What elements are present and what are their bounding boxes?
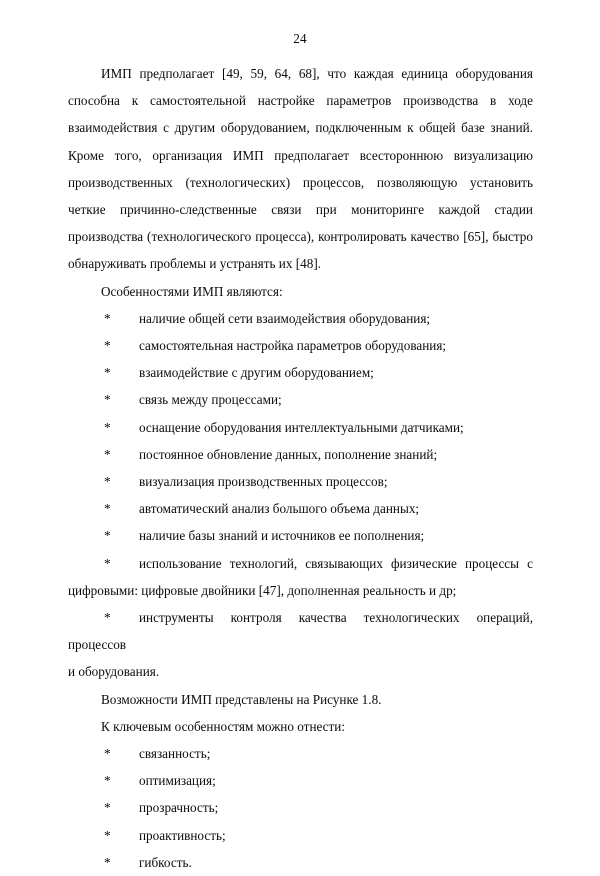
asterisk-bullet-icon: * — [104, 827, 111, 843]
list-item-text: оптимизация; — [139, 773, 216, 789]
list-item-text: использование технологий, связывающих физические процессы с цифровыми: цифровые двойники [47], дополненная реальность и др; — [68, 555, 533, 598]
asterisk-bullet-icon: * — [104, 310, 111, 326]
paragraph-closing-equipment: и оборудования. — [68, 664, 160, 680]
list-item-text: постоянное обновление данных, пополнение знаний; — [139, 446, 438, 462]
list-item-text: гибкость. — [139, 854, 192, 870]
list-item — [68, 305, 533, 332]
asterisk-bullet-icon: * — [104, 474, 111, 490]
asterisk-bullet-icon: * — [104, 419, 111, 435]
list-item-text: самостоятельная настройка параметров оборудования; — [139, 338, 447, 354]
list-item — [68, 604, 533, 658]
asterisk-bullet-icon: * — [104, 392, 111, 408]
list-item-text: наличие базы знаний и источников ее пополнения; — [139, 528, 425, 544]
paragraph-intro: ИМП предполагает [49, 59, 64, 68], что каждая единица оборудования способна к самостоятельной настройке параметров производства в ходе взаимодействия с другим оборудованием, подключенным к общей базе знаний. Кроме того, организация ИМП предполагает всестороннюю визуализацию производственных (технологических) процессов, позволяющую установить четкие причинно-следственные связи при мониторинге каждой стадии производства (технологического процесса), контролировать качество [65], быстро обнаруживать проблемы и устранять их [48]. — [68, 66, 533, 272]
list-item — [68, 849, 533, 876]
asterisk-bullet-icon: * — [104, 446, 111, 462]
list-item-text: взаимодействие с другим оборудованием; — [139, 365, 374, 381]
list-item — [68, 822, 533, 849]
list-item — [68, 495, 533, 522]
list-item — [68, 414, 533, 441]
list-item-text: автоматический анализ большого объема данных; — [139, 501, 420, 517]
list-item — [68, 359, 533, 386]
asterisk-bullet-icon: * — [104, 338, 111, 354]
list-item-text: прозрачность; — [139, 800, 219, 816]
list-item — [68, 550, 533, 604]
asterisk-bullet-icon: * — [104, 501, 111, 517]
page-content — [68, 60, 533, 876]
key-features-list — [68, 740, 533, 876]
features-list — [68, 305, 533, 659]
list-item — [68, 794, 533, 821]
list-item-text: оснащение оборудования интеллектуальными датчиками; — [139, 419, 464, 435]
list-item-text: наличие общей сети взаимодействия оборудования; — [139, 310, 431, 326]
list-item — [68, 740, 533, 767]
list-item — [68, 441, 533, 468]
list-item-text: проактивность; — [139, 827, 226, 843]
asterisk-bullet-icon: * — [104, 854, 111, 870]
asterisk-bullet-icon: * — [104, 610, 111, 626]
asterisk-bullet-icon: * — [104, 528, 111, 544]
list-item — [68, 468, 533, 495]
asterisk-bullet-icon: * — [104, 800, 111, 816]
asterisk-bullet-icon: * — [104, 773, 111, 789]
list-item-text: связь между процессами; — [139, 392, 282, 408]
list-item-text: инструменты контроля качества технологических операций, процессов — [68, 610, 533, 653]
paragraph-key-features-lead: К ключевым особенностям можно отнести: — [101, 718, 346, 734]
asterisk-bullet-icon: * — [104, 555, 111, 571]
list-item — [68, 332, 533, 359]
list-item-text: связанность; — [139, 746, 211, 762]
paragraph-figure-reference: Возможности ИМП представлены на Рисунке 1.8. — [101, 691, 382, 707]
paragraph-features-lead: Особенностями ИМП являются: — [101, 283, 283, 299]
asterisk-bullet-icon: * — [104, 746, 111, 762]
asterisk-bullet-icon: * — [104, 365, 111, 381]
list-item — [68, 522, 533, 549]
list-item — [68, 767, 533, 794]
list-item-text: визуализация производственных процессов; — [139, 474, 388, 490]
list-item — [68, 386, 533, 413]
page-number: 24 — [293, 31, 307, 46]
